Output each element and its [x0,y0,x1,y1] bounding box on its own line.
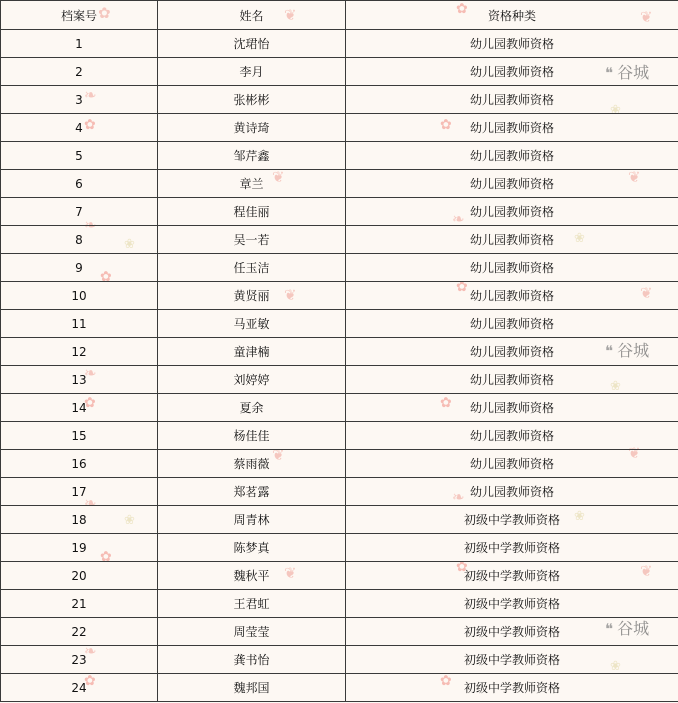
table-row [1,310,678,338]
table-row [1,86,678,114]
cell-qualification-type: 幼儿园教师资格 [346,394,678,422]
sprig-decoration-icon: ❦ [272,168,285,186]
flower-decoration-icon: ✿ [440,117,452,133]
cell-qualification-type: 幼儿园教师资格 [346,254,678,282]
cell-name: 马亚敏 [158,310,346,338]
table-row [1,338,678,366]
cell-file-number: 3 [1,86,158,114]
leaf-decoration-icon: ❀ [574,231,585,246]
cell-name: 张彬彬 [158,86,346,114]
sprig-decoration-icon: ❦ [640,8,653,26]
table-row [1,254,678,282]
sprig-decoration-icon: ❧ [84,494,97,512]
cell-file-number: 6 [1,170,158,198]
cell-qualification-type: 幼儿园教师资格 [346,422,678,450]
cell-file-number: 1 [1,30,158,58]
table-row [1,562,678,590]
sprig-decoration-icon: ❧ [84,364,97,382]
leaf-decoration-icon: ❀ [610,103,621,118]
cell-file-number: 16 [1,450,158,478]
cell-file-number: 14 [1,394,158,422]
watermark-text: 谷城 [617,63,650,82]
table-row [1,226,678,254]
cell-name: 蔡雨薇 [158,450,346,478]
sprig-decoration-icon: ❧ [84,216,97,234]
sprig-decoration-icon: ❦ [640,562,653,580]
cell-name: 郑茗露 [158,478,346,506]
cell-file-number: 15 [1,422,158,450]
cell-name: 李月 [158,58,346,86]
cell-name: 陈梦真 [158,534,346,562]
cell-name: 夏余 [158,394,346,422]
wechat-bubble-icon: ❝ [605,64,614,82]
cell-name: 魏邦国 [158,674,346,702]
cell-qualification-type: 初级中学教师资格 [346,646,678,674]
cell-name: 邹芹鑫 [158,142,346,170]
sprig-decoration-icon: ❦ [628,168,641,186]
cell-file-number: 24 [1,674,158,702]
cell-name: 周莹莹 [158,618,346,646]
cell-qualification-type: 幼儿园教师资格 [346,226,678,254]
cell-file-number: 20 [1,562,158,590]
cell-file-number: 19 [1,534,158,562]
wechat-bubble-icon: ❝ [605,620,614,638]
table-row [1,114,678,142]
table-row [1,394,678,422]
cell-name: 王君虹 [158,590,346,618]
petal-decoration-icon: ✿ [98,4,111,22]
sprig-decoration-icon: ❦ [284,286,297,304]
cell-name: 童津楠 [158,338,346,366]
cell-name: 杨佳佳 [158,422,346,450]
cell-qualification-type: 幼儿园教师资格 [346,30,678,58]
flower-decoration-icon: ✿ [456,559,468,575]
cell-name: 吴一若 [158,226,346,254]
sprig-decoration-icon: ❦ [284,6,297,24]
cell-name: 周青林 [158,506,346,534]
cell-name: 程佳丽 [158,198,346,226]
cell-file-number: 7 [1,198,158,226]
cell-file-number: 17 [1,478,158,506]
cell-qualification-type: 初级中学教师资格 [346,534,678,562]
leaf-decoration-icon: ❀ [610,379,621,394]
table-row [1,30,678,58]
sprig-decoration-icon: ❦ [640,284,653,302]
table-row [1,422,678,450]
table-row [1,590,678,618]
cell-qualification-type: 幼儿园教师资格 [346,366,678,394]
cell-file-number: 4 [1,114,158,142]
cell-qualification-type: 初级中学教师资格 [346,674,678,702]
leaf-decoration-icon: ❀ [124,237,135,252]
cell-qualification-type: 幼儿园教师资格 [346,170,678,198]
cell-name: 黄诗琦 [158,114,346,142]
table-row [1,282,678,310]
cell-file-number: 12 [1,338,158,366]
leaf-decoration-icon: ❀ [124,513,135,528]
column-header-name: 姓名 [158,1,346,30]
cell-file-number: 13 [1,366,158,394]
cell-qualification-type: 幼儿园教师资格 [346,86,678,114]
column-header-qualification-type: 资格种类 [346,1,678,30]
cell-file-number: 22 [1,618,158,646]
cell-name: 魏秋平 [158,562,346,590]
cell-file-number: 21 [1,590,158,618]
cell-name: 章兰 [158,170,346,198]
table-row [1,170,678,198]
table-row [1,142,678,170]
sprig-decoration-icon: ❧ [84,86,97,104]
leaf-decoration-icon: ❀ [574,509,585,524]
leaf-decoration-icon: ❀ [610,659,621,674]
cell-name: 沈珺怡 [158,30,346,58]
cell-qualification-type: 幼儿园教师资格 [346,310,678,338]
table-body [1,30,678,702]
cell-file-number: 10 [1,282,158,310]
flower-decoration-icon: ✿ [100,269,112,285]
cell-qualification-type: 幼儿园教师资格 [346,198,678,226]
cell-name: 任玉洁 [158,254,346,282]
watermark-text: 谷城 [617,341,650,360]
table-row [1,534,678,562]
sprig-decoration-icon: ❧ [452,488,465,506]
cell-name: 黄贤丽 [158,282,346,310]
cell-file-number: 2 [1,58,158,86]
cell-qualification-type: 初级中学教师资格 [346,618,678,646]
table-row [1,478,678,506]
column-header-file-number: 档案号 [1,1,158,30]
cell-file-number: 23 [1,646,158,674]
cell-qualification-type: 初级中学教师资格 [346,562,678,590]
cell-qualification-type: 幼儿园教师资格 [346,478,678,506]
sprig-decoration-icon: ❦ [272,446,285,464]
table-row [1,646,678,674]
sprig-decoration-icon: ❦ [284,564,297,582]
cell-file-number: 8 [1,226,158,254]
watermark-text: 谷城 [617,619,650,638]
cell-file-number: 5 [1,142,158,170]
flower-decoration-icon: ✿ [456,1,468,17]
table-row [1,674,678,702]
cell-qualification-type: 初级中学教师资格 [346,506,678,534]
table-row [1,506,678,534]
cell-name: 龚书怡 [158,646,346,674]
table-row [1,58,678,86]
cell-name: 刘婷婷 [158,366,346,394]
table-header-row [1,1,678,30]
flower-decoration-icon: ✿ [456,279,468,295]
flower-decoration-icon: ✿ [440,673,452,689]
cell-qualification-type: 初级中学教师资格 [346,590,678,618]
sprig-decoration-icon: ❧ [452,210,465,228]
table-row [1,450,678,478]
wechat-bubble-icon: ❝ [605,342,614,360]
cell-qualification-type: 幼儿园教师资格 [346,114,678,142]
sprig-decoration-icon: ❦ [628,444,641,462]
cell-qualification-type: 幼儿园教师资格 [346,450,678,478]
flower-decoration-icon: ✿ [84,395,96,411]
table-row [1,198,678,226]
cell-qualification-type: 幼儿园教师资格 [346,58,678,86]
flower-decoration-icon: ✿ [100,549,112,565]
table-row [1,618,678,646]
flower-decoration-icon: ✿ [440,395,452,411]
table-row [1,366,678,394]
cell-file-number: 9 [1,254,158,282]
sprig-decoration-icon: ❧ [84,642,97,660]
cell-file-number: 18 [1,506,158,534]
cell-qualification-type: 幼儿园教师资格 [346,338,678,366]
cell-qualification-type: 幼儿园教师资格 [346,142,678,170]
flower-decoration-icon: ✿ [84,117,96,133]
cell-file-number: 11 [1,310,158,338]
flower-decoration-icon: ✿ [84,673,96,689]
cell-qualification-type: 幼儿园教师资格 [346,282,678,310]
